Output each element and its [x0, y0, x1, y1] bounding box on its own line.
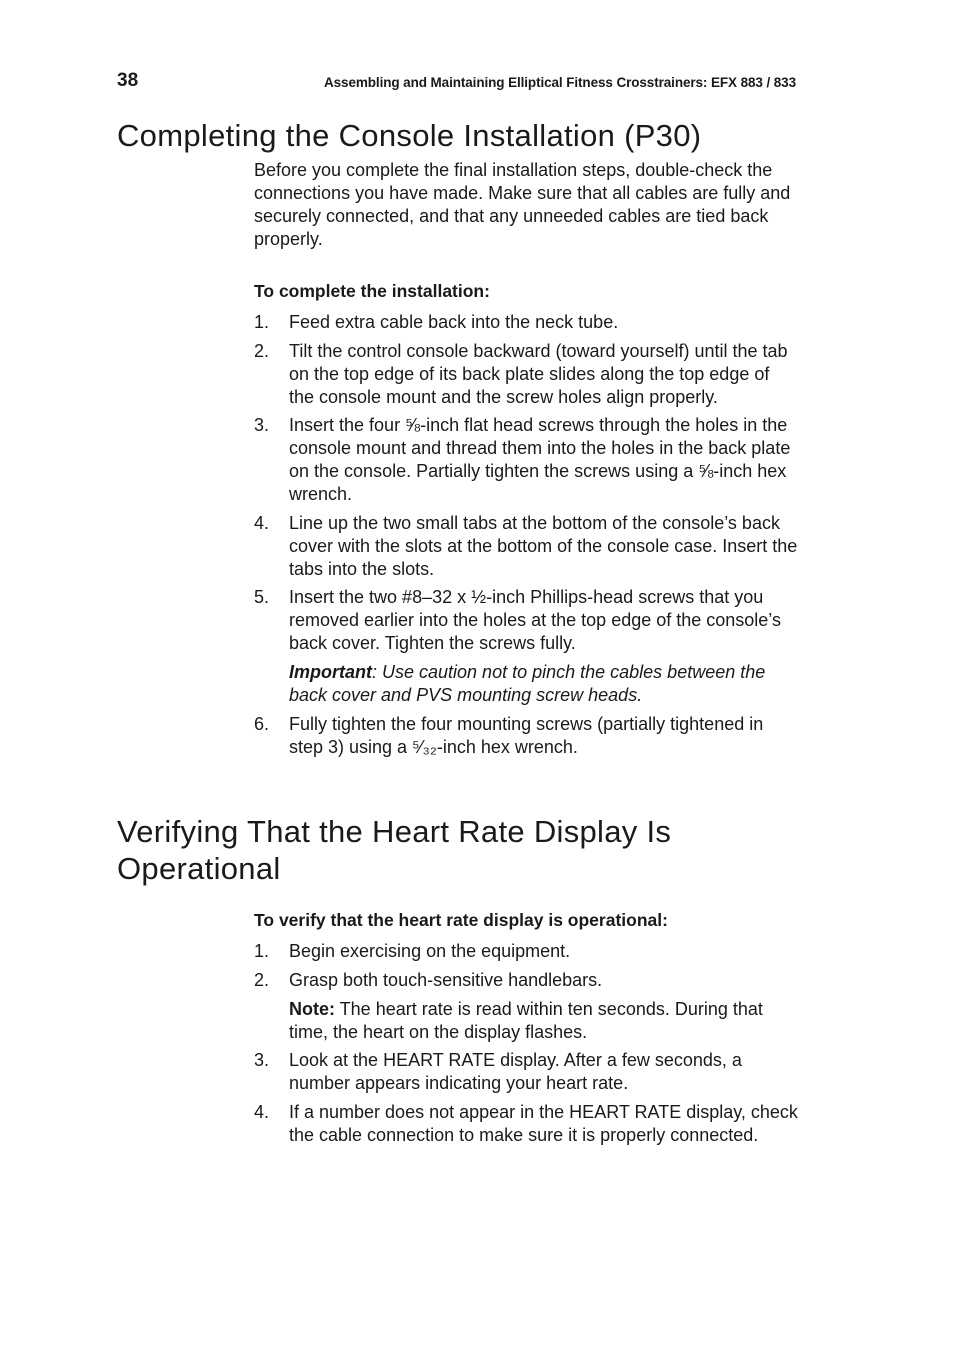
important-note: [289, 661, 799, 707]
step-number: 2.: [254, 969, 270, 990]
important-label: Important: [289, 662, 372, 682]
step-text: Look at the HEART RATE display. After a few seconds, a number appears indicating your heart rate.: [289, 1050, 742, 1093]
heart-rate-steps-list: [254, 940, 799, 1152]
list-item: [254, 940, 799, 963]
list-item: [254, 713, 799, 759]
page-number: 38: [117, 70, 139, 91]
step-number: 2.: [254, 340, 270, 361]
running-header: Assembling and Maintaining Elliptical Fitness Crosstrainers: EFX 883 / 833: [324, 75, 796, 90]
important-text: : Use caution not to pinch the cables between the back cover and PVS mounting screw heads.: [289, 662, 766, 705]
list-item: [254, 1101, 799, 1147]
list-item: [254, 311, 799, 334]
step-text: Begin exercising on the equipment.: [289, 941, 571, 961]
step-text: If a number does not appear in the HEART RATE display, check the cable connection to make sure it is properly connected.: [289, 1101, 798, 1145]
installation-steps-list: [254, 311, 799, 764]
step-number: 4.: [254, 512, 270, 533]
list-item: [254, 586, 799, 707]
step-number: 1.: [254, 312, 270, 332]
step-number: 4.: [254, 1101, 270, 1122]
note: [289, 998, 799, 1044]
note-text: The heart rate is read within ten seconds. During that time, the heart on the display flashes.: [289, 998, 763, 1042]
step-number: 6.: [254, 713, 270, 734]
step-text: Fully tighten the four mounting screws (partially tightened in step 3) using a ⁵⁄₃₂-inch hex wrench.: [289, 713, 764, 757]
step-number: 1.: [254, 941, 270, 961]
step-text: Insert the four ⅝-inch flat head screws through the holes in the console mount and thread them into the holes in the back plate on the console. Partially tighten the screws using a ⅝-inch hex wrench.: [289, 415, 791, 504]
list-item: [254, 1049, 799, 1095]
step-text: Grasp both touch-sensitive handlebars.: [289, 969, 603, 990]
section-title-heart-rate: Verifying That the Heart Rate Display Is Operational: [117, 814, 672, 886]
list-item: [254, 969, 799, 1044]
procedure-heading-complete-installation: To complete the installation:: [254, 281, 490, 301]
list-item: [254, 340, 799, 409]
step-text: Insert the two #8–32 x ½-inch Phillips-head screws that you removed earlier into the holes at the top edge of the console’s back cover. Tighten the screws fully.: [289, 587, 781, 653]
step-number: 3.: [254, 415, 270, 435]
list-item: [254, 414, 799, 506]
step-number: 3.: [254, 1050, 270, 1070]
step-text: Tilt the control console backward (toward yourself) until the tab on the top edge of its back plate slides along the top edge of the console mount and the screw holes align properly.: [289, 340, 788, 407]
step-text: Line up the two small tabs at the bottom of the console’s back cover with the slots at the bottom of the console case. Insert the tabs into the slots.: [289, 512, 798, 579]
list-item: [254, 512, 799, 581]
note-label: Note:: [289, 998, 335, 1019]
intro-paragraph: Before you complete the final installation steps, double-check the connections you have made. Make sure that all cables are fully and securely connected, and that any unneeded cables are tied back properly.: [254, 160, 791, 249]
step-number: 5.: [254, 587, 270, 607]
section-title-console-installation: Completing the Console Installation (P30): [117, 118, 702, 153]
procedure-heading-verify-heart-rate: To verify that the heart rate display is operational:: [254, 910, 668, 930]
step-text: Feed extra cable back into the neck tube.: [289, 312, 619, 332]
